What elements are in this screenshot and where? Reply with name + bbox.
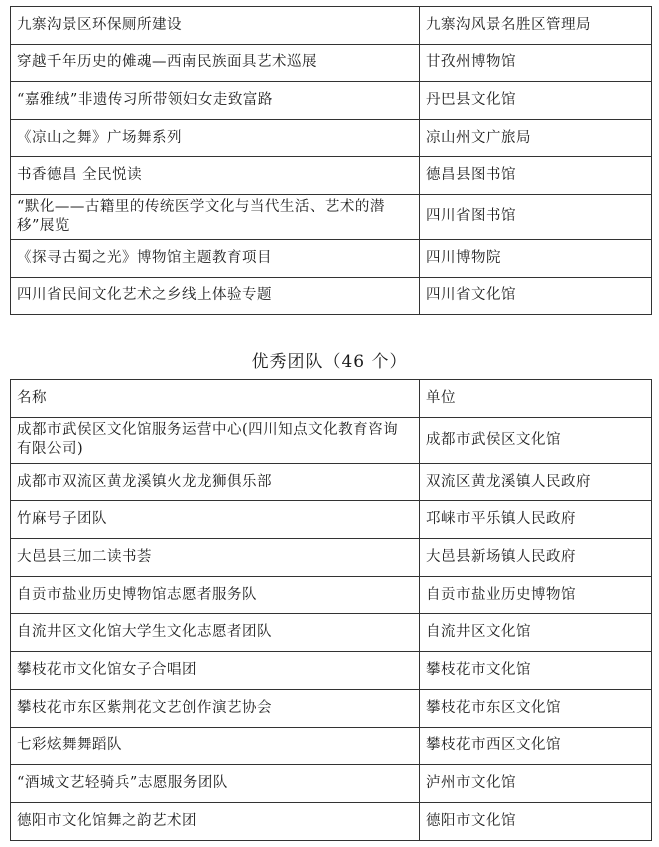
team-name-cell: 大邑县三加二读书荟: [11, 539, 420, 577]
project-name-cell: “嘉雅绒”非遗传习所带领妇女走致富路: [11, 82, 420, 120]
project-unit-cell: 德昌县图书馆: [420, 157, 652, 195]
project-name-cell: 穿越千年历史的傩魂—西南民族面具艺术巡展: [11, 44, 420, 82]
team-unit-cell: 自贡市盐业历史博物馆: [420, 576, 652, 614]
project-name-cell: 九寨沟景区环保厕所建设: [11, 7, 420, 45]
table-row: [11, 614, 652, 652]
team-unit-cell: 攀枝花市西区文化馆: [420, 727, 652, 765]
table-row: [11, 576, 652, 614]
team-name-cell: 成都市双流区黄龙溪镇火龙龙狮俱乐部: [11, 463, 420, 501]
project-name-cell: “默化——古籍里的传统医学文化与当代生活、艺术的潜移”展览: [11, 194, 420, 239]
team-name-cell: 七彩炫舞舞蹈队: [11, 727, 420, 765]
team-unit-cell: 大邑县新场镇人民政府: [420, 539, 652, 577]
team-name-cell: 自贡市盐业历史博物馆志愿者服务队: [11, 576, 420, 614]
team-name-cell: 竹麻号子团队: [11, 501, 420, 539]
teams-table: [10, 379, 652, 841]
table-row: [11, 727, 652, 765]
project-name-cell: 书香德昌 全民悦读: [11, 157, 420, 195]
table-row: [11, 7, 652, 45]
team-unit-cell: 邛崃市平乐镇人民政府: [420, 501, 652, 539]
team-name-cell: 成都市武侯区文化馆服务运营中心(四川知点文化教育咨询有限公司): [11, 417, 420, 463]
table-row: [11, 239, 652, 277]
table-row: [11, 194, 652, 239]
table-header-row: [11, 380, 652, 418]
team-name-cell: 自流井区文化馆大学生文化志愿者团队: [11, 614, 420, 652]
table-row: [11, 539, 652, 577]
table-row: [11, 689, 652, 727]
column-header-name: 名称: [11, 380, 420, 418]
project-unit-cell: 四川省文化馆: [420, 277, 652, 315]
table-row: [11, 417, 652, 463]
column-header-unit: 单位: [420, 380, 652, 418]
team-unit-cell: 自流井区文化馆: [420, 614, 652, 652]
projects-table: [10, 6, 652, 315]
team-name-cell: 攀枝花市文化馆女子合唱团: [11, 652, 420, 690]
project-name-cell: 《探寻古蜀之光》博物馆主题教育项目: [11, 239, 420, 277]
table-row: [11, 277, 652, 315]
team-name-cell: 攀枝花市东区紫荆花文艺创作演艺协会: [11, 689, 420, 727]
team-unit-cell: 成都市武侯区文化馆: [420, 417, 652, 463]
project-unit-cell: 凉山州文广旅局: [420, 119, 652, 157]
table-row: [11, 119, 652, 157]
team-unit-cell: 双流区黄龙溪镇人民政府: [420, 463, 652, 501]
table-row: [11, 44, 652, 82]
table-row: [11, 82, 652, 120]
table-row: [11, 802, 652, 840]
project-unit-cell: 四川博物院: [420, 239, 652, 277]
table-row: [11, 765, 652, 803]
team-name-cell: “酒城文艺轻骑兵”志愿服务团队: [11, 765, 420, 803]
table-row: [11, 501, 652, 539]
team-unit-cell: 德阳市文化馆: [420, 802, 652, 840]
team-name-cell: 德阳市文化馆舞之韵艺术团: [11, 802, 420, 840]
section-title: 优秀团队（46 个）: [251, 352, 408, 372]
project-unit-cell: 甘孜州博物馆: [420, 44, 652, 82]
project-name-cell: 《凉山之舞》广场舞系列: [11, 119, 420, 157]
team-unit-cell: 攀枝花市东区文化馆: [420, 689, 652, 727]
table-row: [11, 157, 652, 195]
team-unit-cell: 泸州市文化馆: [420, 765, 652, 803]
project-unit-cell: 四川省图书馆: [420, 194, 652, 239]
project-name-cell: 四川省民间文化艺术之乡线上体验专题: [11, 277, 420, 315]
table-row: [11, 652, 652, 690]
project-unit-cell: 丹巴县文化馆: [420, 82, 652, 120]
project-unit-cell: 九寨沟风景名胜区管理局: [420, 7, 652, 45]
table-row: [11, 463, 652, 501]
team-unit-cell: 攀枝花市文化馆: [420, 652, 652, 690]
